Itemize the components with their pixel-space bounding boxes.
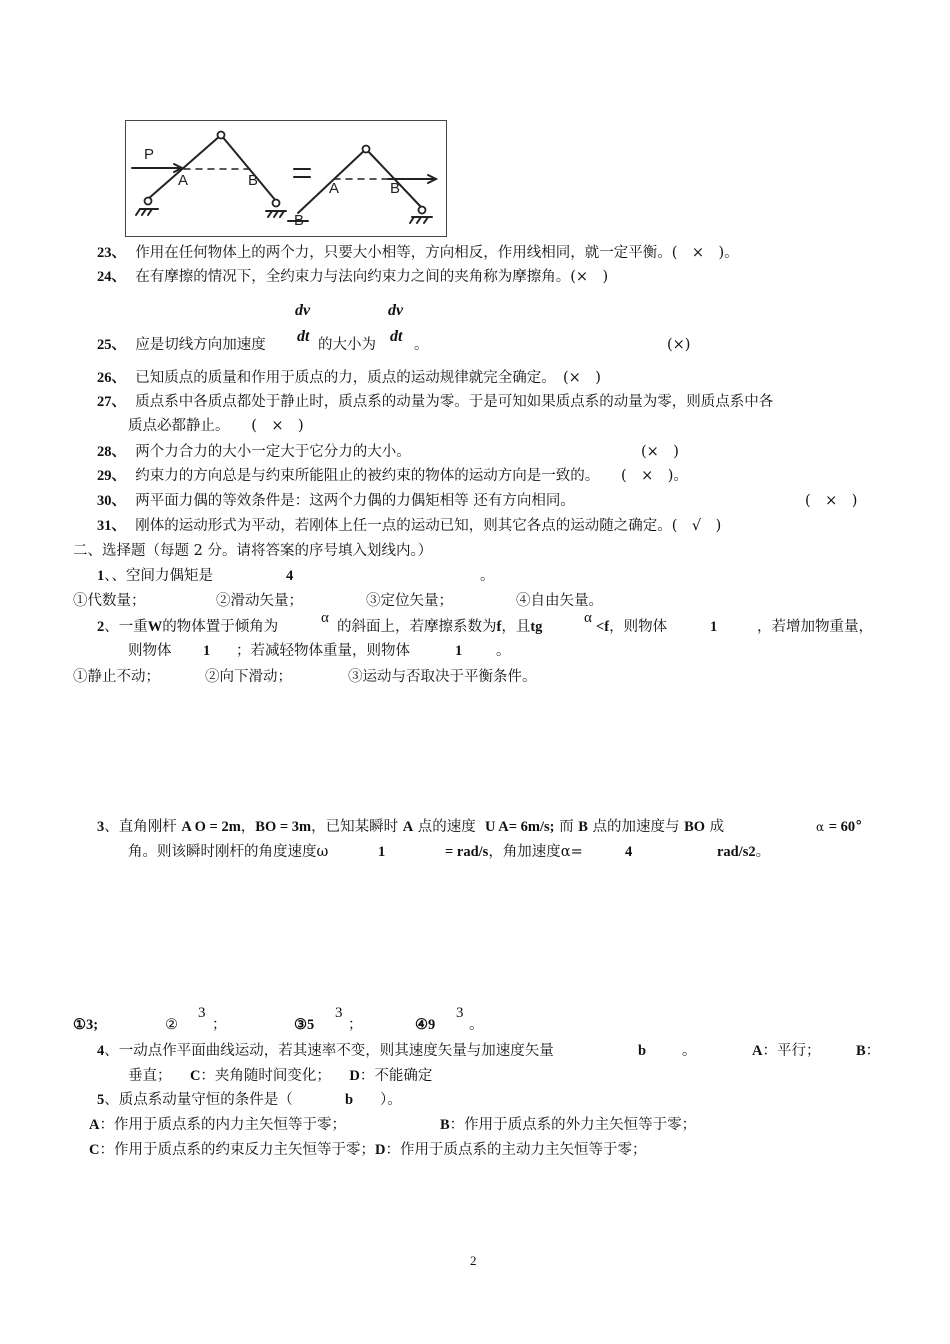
q5-opt-C: C：作用于质点系的约束反力主矢恒等于零；D：作用于质点系的主动力主矢恒等于零； (89, 1142, 647, 1158)
tf-27: 27、 质点系中各质点都处于静止时，质点系的动量为零。于是可知如果质点系的动量为零，则质点系中各 (97, 394, 774, 410)
q5-opt-A: A：作用于质点系的内力主矢恒等于零； (89, 1117, 346, 1133)
tf-27-line2: 质点必都静止。 ( × ) (128, 418, 304, 434)
q2-line1: 2、一重W的物体置于倾角为 (97, 619, 279, 635)
q1-answer: 4 (286, 568, 294, 584)
label-B-left: B (248, 172, 259, 189)
q2-line2-b: ；若减轻物体重量，则物体 (236, 643, 410, 659)
section-heading: 二、选择题（每题 2 分。请将答案的序号填入划线内。） (73, 543, 433, 559)
q3-opt-3: ③5 (294, 1017, 315, 1033)
label-B-right: B (390, 180, 401, 197)
q3-opt-3-sqrt: 3 (335, 1005, 343, 1021)
q5-line1: 5、质点系动量守恒的条件是（ (97, 1092, 293, 1108)
q3-answer-1: 1 (378, 844, 386, 860)
q3-opt-4-sqrt: 3 (456, 1005, 464, 1021)
q2-line2: 则物体 (128, 643, 172, 659)
q4-opt-A: A：平行； (752, 1043, 821, 1059)
q2-line1-b: 的斜面上，若摩擦系数为f，且tg (337, 619, 543, 635)
q3-line1: 3、直角刚杆 A O = 2m，BO = 3m，已知某瞬时 A 点的速度 U A= 6m/s; 而 B 点的加速度与 BO 成 (97, 819, 725, 835)
tf-25-mark: (×) (667, 337, 691, 353)
q3-opt-2-sqrt: 3 (198, 1005, 206, 1021)
dv-2: dv (388, 302, 404, 319)
truss-figure (125, 120, 447, 237)
q1: 1、、空间力偶矩是 (97, 568, 213, 584)
q2-answer-3: 1 (455, 643, 463, 659)
q2-alpha-1: α (321, 610, 329, 626)
q4-opt-B: B： (856, 1043, 881, 1059)
tf-28: 28、 两个力合力的大小一定大于它分力的大小。 (97, 444, 411, 460)
q5-opt-B: B：作用于质点系的外力主矢恒等于零； (440, 1117, 697, 1133)
tf-26: 26、 已知质点的质量和作用于质点的力，质点的运动规律就完全确定。 (× ) (97, 370, 601, 386)
q4-line2: 垂直； C：夹角随时间变化； D：不能确定 (128, 1068, 433, 1084)
q3-opt-3-end: ； (348, 1017, 363, 1033)
tf-30-mark: ( × ) (805, 493, 858, 509)
q1-opt-1: ①代数量； (73, 593, 146, 609)
q5-end: ）。 (380, 1092, 402, 1108)
q3-opt-2-end: ； (212, 1017, 227, 1033)
tf-25: 25、 应是切线方向加速度 (97, 337, 266, 353)
q2-answer-1: 1 (710, 619, 718, 635)
truss-sketch (126, 121, 446, 236)
dv-1: dv (295, 302, 311, 319)
q2-line1-d: ，若增加物重量， (757, 619, 873, 635)
tf-25-c: 。 (414, 337, 429, 353)
dt-1: dt (297, 328, 310, 345)
tf-23: 23、 作用在任何物体上的两个力，只要大小相等，方向相反，作用线相同，就一定平衡。( × )。 (97, 245, 739, 261)
q3-angle: α = 60° (816, 819, 863, 835)
tf-24: 24、 在有摩擦的情况下，全约束力与法向约束力之间的夹角称为摩擦角。(× ) (97, 269, 609, 285)
q1-opt-3: ③定位矢量； (366, 593, 453, 609)
q3-opt-1: ①3; (73, 1017, 99, 1033)
page-number: 2 (470, 1253, 477, 1268)
tf-30: 30、 两平面力偶的等效条件是：这两个力偶的力偶矩相等 还有方向相同。 (97, 493, 575, 509)
q4-line1: 4、一动点作平面曲线运动，若其速率不变，则其速度矢量与加速度矢量 (97, 1043, 554, 1059)
q1-end: 。 (480, 568, 495, 584)
tf-31: 31、 刚体的运动形式为平动，若刚体上任一点的运动已知，则其它各点的运动随之确定。( √ ) (97, 518, 722, 534)
q4-end: 。 (682, 1043, 697, 1059)
q2-answer-2: 1 (203, 643, 211, 659)
q3-opt-4: ④9 (415, 1017, 436, 1033)
label-A-right: A (329, 180, 340, 197)
q3-answer-2: 4 (625, 844, 633, 860)
tf-28-mark: (× ) (641, 444, 679, 460)
q1-opt-2: ②滑动矢量； (216, 593, 303, 609)
q2-line1-c: <f，则物体 (596, 619, 668, 635)
q2-line2-c: 。 (496, 643, 511, 659)
tf-29: 29、 约束力的方向总是与约束所能阻止的被约束的物体的运动方向是一致的。 ( × )。 (97, 468, 688, 484)
q3-opt-4-end: 。 (469, 1017, 484, 1033)
q4-answer: b (638, 1043, 647, 1059)
q1-opt-4: ④自由矢量。 (516, 593, 603, 609)
q2-opt-2: ②向下滑动； (205, 669, 292, 685)
label-P: P (144, 146, 155, 163)
q5-answer: b (345, 1092, 354, 1108)
label-A-left: A (178, 172, 189, 189)
q2-alpha-2: α (584, 610, 592, 626)
q3-line2: 角。则该瞬时刚杆的角度速度ω (128, 844, 329, 860)
q2-opt-1: ①静止不动； (73, 669, 160, 685)
q3-line2-c: rad/s2。 (717, 844, 771, 860)
q3-opt-2: ② (165, 1017, 178, 1033)
q2-opt-3: ③运动与否取决于平衡条件。 (348, 669, 537, 685)
dt-2: dt (390, 328, 403, 345)
tf-25-b: 的大小为 (318, 337, 376, 353)
q3-line2-b: = rad/s，角加速度α= (445, 844, 583, 860)
label-B-support: B (294, 212, 305, 229)
